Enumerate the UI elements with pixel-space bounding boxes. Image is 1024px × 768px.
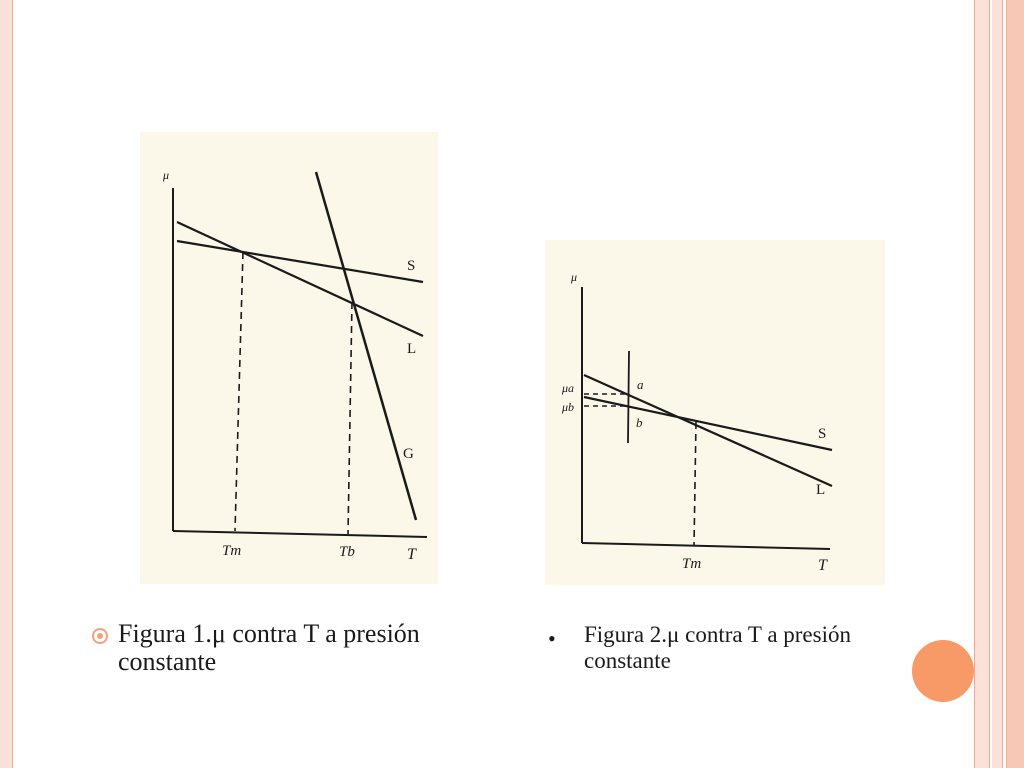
figure1-y-axis-label: μ bbox=[163, 168, 170, 182]
figure2-point-a: a bbox=[637, 377, 644, 392]
caption-figure2: Figura 2.μ contra T a presión constante bbox=[584, 622, 851, 673]
figure1-label-g: G bbox=[403, 446, 414, 462]
figure2-x-axis-label: T bbox=[818, 557, 827, 574]
figure2-label-l: L bbox=[816, 482, 826, 498]
figure1-tick-tm: Tm bbox=[222, 543, 242, 559]
figure2-point-b: b bbox=[636, 415, 643, 430]
figure2-level-mub: μb bbox=[562, 400, 575, 414]
figure2-vertical-marker bbox=[628, 351, 629, 443]
figure2-tick-tm: Tm bbox=[682, 556, 702, 572]
caption2-bullet-icon: • bbox=[548, 626, 556, 651]
caption-figure1: Figura 1.μ contra T a presión constante bbox=[118, 619, 420, 676]
caption1-bullet-icon bbox=[92, 628, 108, 644]
figure2-y-axis-label: μ bbox=[571, 270, 578, 284]
figure2-label-s: S bbox=[818, 426, 827, 442]
decorative-accent-circle bbox=[912, 640, 974, 702]
figure1-label-s: S bbox=[407, 258, 416, 274]
figure1-tick-tb: Tb bbox=[339, 544, 355, 560]
figure1-label-l: L bbox=[407, 341, 417, 357]
figure1-background bbox=[140, 132, 438, 584]
figure2-level-mua: μa bbox=[562, 381, 575, 395]
figure2-background bbox=[545, 240, 885, 585]
figure1-x-axis-label: T bbox=[407, 546, 416, 563]
